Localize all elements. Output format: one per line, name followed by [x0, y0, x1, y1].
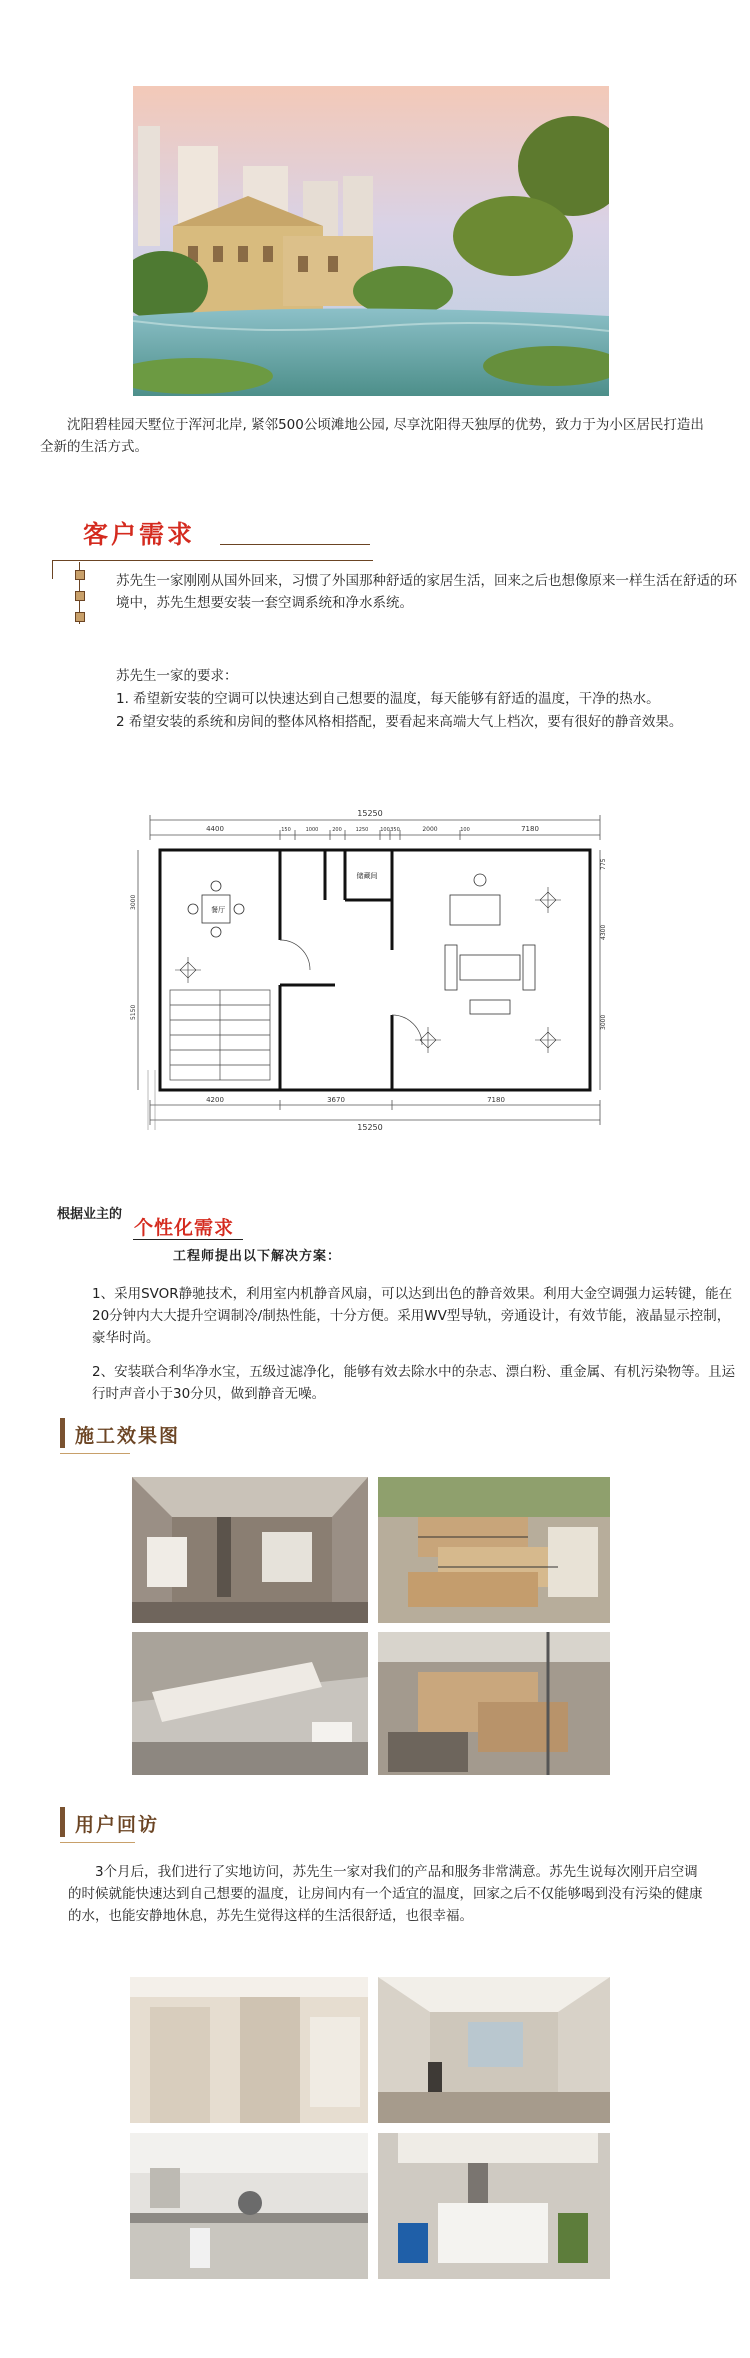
requirements-item-1: 1. 希望新安装的空调可以快速达到自己想要的温度，每天能够有舒适的温度，干净的热水。 [116, 691, 660, 707]
solution-prefix: 根据业主的 [57, 1207, 123, 1222]
plan-dim-left-2: 5150 [130, 1004, 137, 1020]
visit-title-bar [60, 1807, 65, 1837]
visit-photo-water-purifier [378, 2133, 610, 2279]
requirements-paragraph: 苏先生一家刚刚从国外回来，习惯了外国那种舒适的家居生活，回来之后也想像原来一样生活在舒适的环境中，苏先生想要安装一套空调系统和净水系统。 [116, 573, 737, 611]
solution-highlight-rule [133, 1239, 243, 1240]
plan-dim-total-top: 15250 [357, 809, 383, 818]
construction-photo-ceiling [132, 1632, 368, 1775]
requirements-heading-rule [220, 544, 370, 545]
plan-dim-top-9: 100 [460, 827, 470, 833]
visit-title-rule [60, 1842, 135, 1843]
construction-photo-boxes [378, 1477, 610, 1623]
visit-title: 用户回访 [75, 1814, 160, 1836]
visit-photo-hallway [130, 1977, 368, 2123]
hero-villa-photo [133, 86, 609, 396]
plan-dim-right-1: 775 [600, 858, 607, 870]
visit-photo-kitchen [130, 2133, 368, 2279]
bracket-marker-icon [75, 591, 85, 601]
construction-title-bar [60, 1418, 65, 1448]
plan-dim-right-3: 3000 [600, 1014, 607, 1030]
solution-highlight: 个性化需求 [134, 1217, 235, 1239]
plan-dim-left-1: 3000 [130, 894, 137, 910]
construction-title: 施工效果图 [75, 1425, 181, 1447]
plan-dim-bottom-1: 4200 [206, 1096, 224, 1104]
plan-dim-top-10: 7180 [521, 825, 539, 833]
plan-dim-top-1: 4400 [206, 825, 224, 833]
construction-photo-install [378, 1632, 610, 1775]
plan-dim-total-bottom: 15250 [357, 1123, 383, 1132]
plan-dim-top-6: 100 [380, 827, 390, 833]
plan-dim-top-4: 200 [332, 827, 342, 833]
visit-paragraph: 3个月后，我们进行了实地访问，苏先生一家对我们的产品和服务非常满意。苏先生说每次刚开启空调的时候就能快速达到自己想要的温度，让房间内有一个适宜的温度，回家之后不仅能够喝到没有污染的健康的水，也能安静地休息，苏先生觉得这样的生活很舒适，也很幸福。 [68, 1864, 703, 1924]
plan-room-label-storage: 储藏间 [356, 872, 378, 880]
intro-paragraph: 沈阳碧桂园天墅位于浑河北岸, 紧邻500公顷滩地公园, 尽享沈阳得天独厚的优势，致力于为小区居民打造出全新的生活方式。 [40, 417, 704, 455]
bracket-marker-icon [75, 612, 85, 622]
floor-plan-drawing [130, 800, 610, 1135]
plan-dim-top-2: 150 [281, 827, 291, 833]
plan-dim-top-7: 350 [390, 827, 400, 833]
plan-dim-bottom-2: 3670 [327, 1096, 345, 1104]
plan-dim-top-8: 2000 [422, 826, 438, 833]
plan-dim-right-2: 4300 [600, 924, 607, 940]
plan-dim-bottom-3: 7180 [487, 1096, 505, 1104]
construction-title-rule [60, 1453, 130, 1454]
visit-photo-living-room [378, 1977, 610, 2123]
requirements-item-2: 2 希望安装的系统和房间的整体风格相搭配，要看起来高端大气上档次，要有很好的静音效果。 [116, 714, 683, 730]
plan-room-label-dining: 餐厅 [211, 906, 225, 914]
construction-photo-room [132, 1477, 368, 1623]
solution-item-2: 2、安装联合利华净水宝，五级过滤净化，能够有效去除水中的杂志、漂白粉、重金属、有机污染物等。且运行时声音小于30分贝，做到静音无噪。 [92, 1364, 736, 1402]
solution-subtitle: 工程师提出以下解决方案： [173, 1249, 342, 1264]
requirements-subheading: 苏先生一家的要求： [116, 668, 238, 684]
solution-item-1: 1、采用SVOR静驰技术，利用室内机静音风扇，可以达到出色的静音效果。利用大金空调强力运转键，能在20分钟内大大提升空调制冷/制热性能，十分方便。采用WV型导轨，旁通设计，有效节能，液晶显示控制，豪华时尚。 [92, 1286, 733, 1346]
plan-dim-top-3: 1000 [305, 827, 319, 833]
bracket-marker-icon [75, 570, 85, 580]
plan-dim-top-5: 1250 [355, 827, 369, 833]
requirements-heading: 客户需求 [83, 520, 196, 549]
